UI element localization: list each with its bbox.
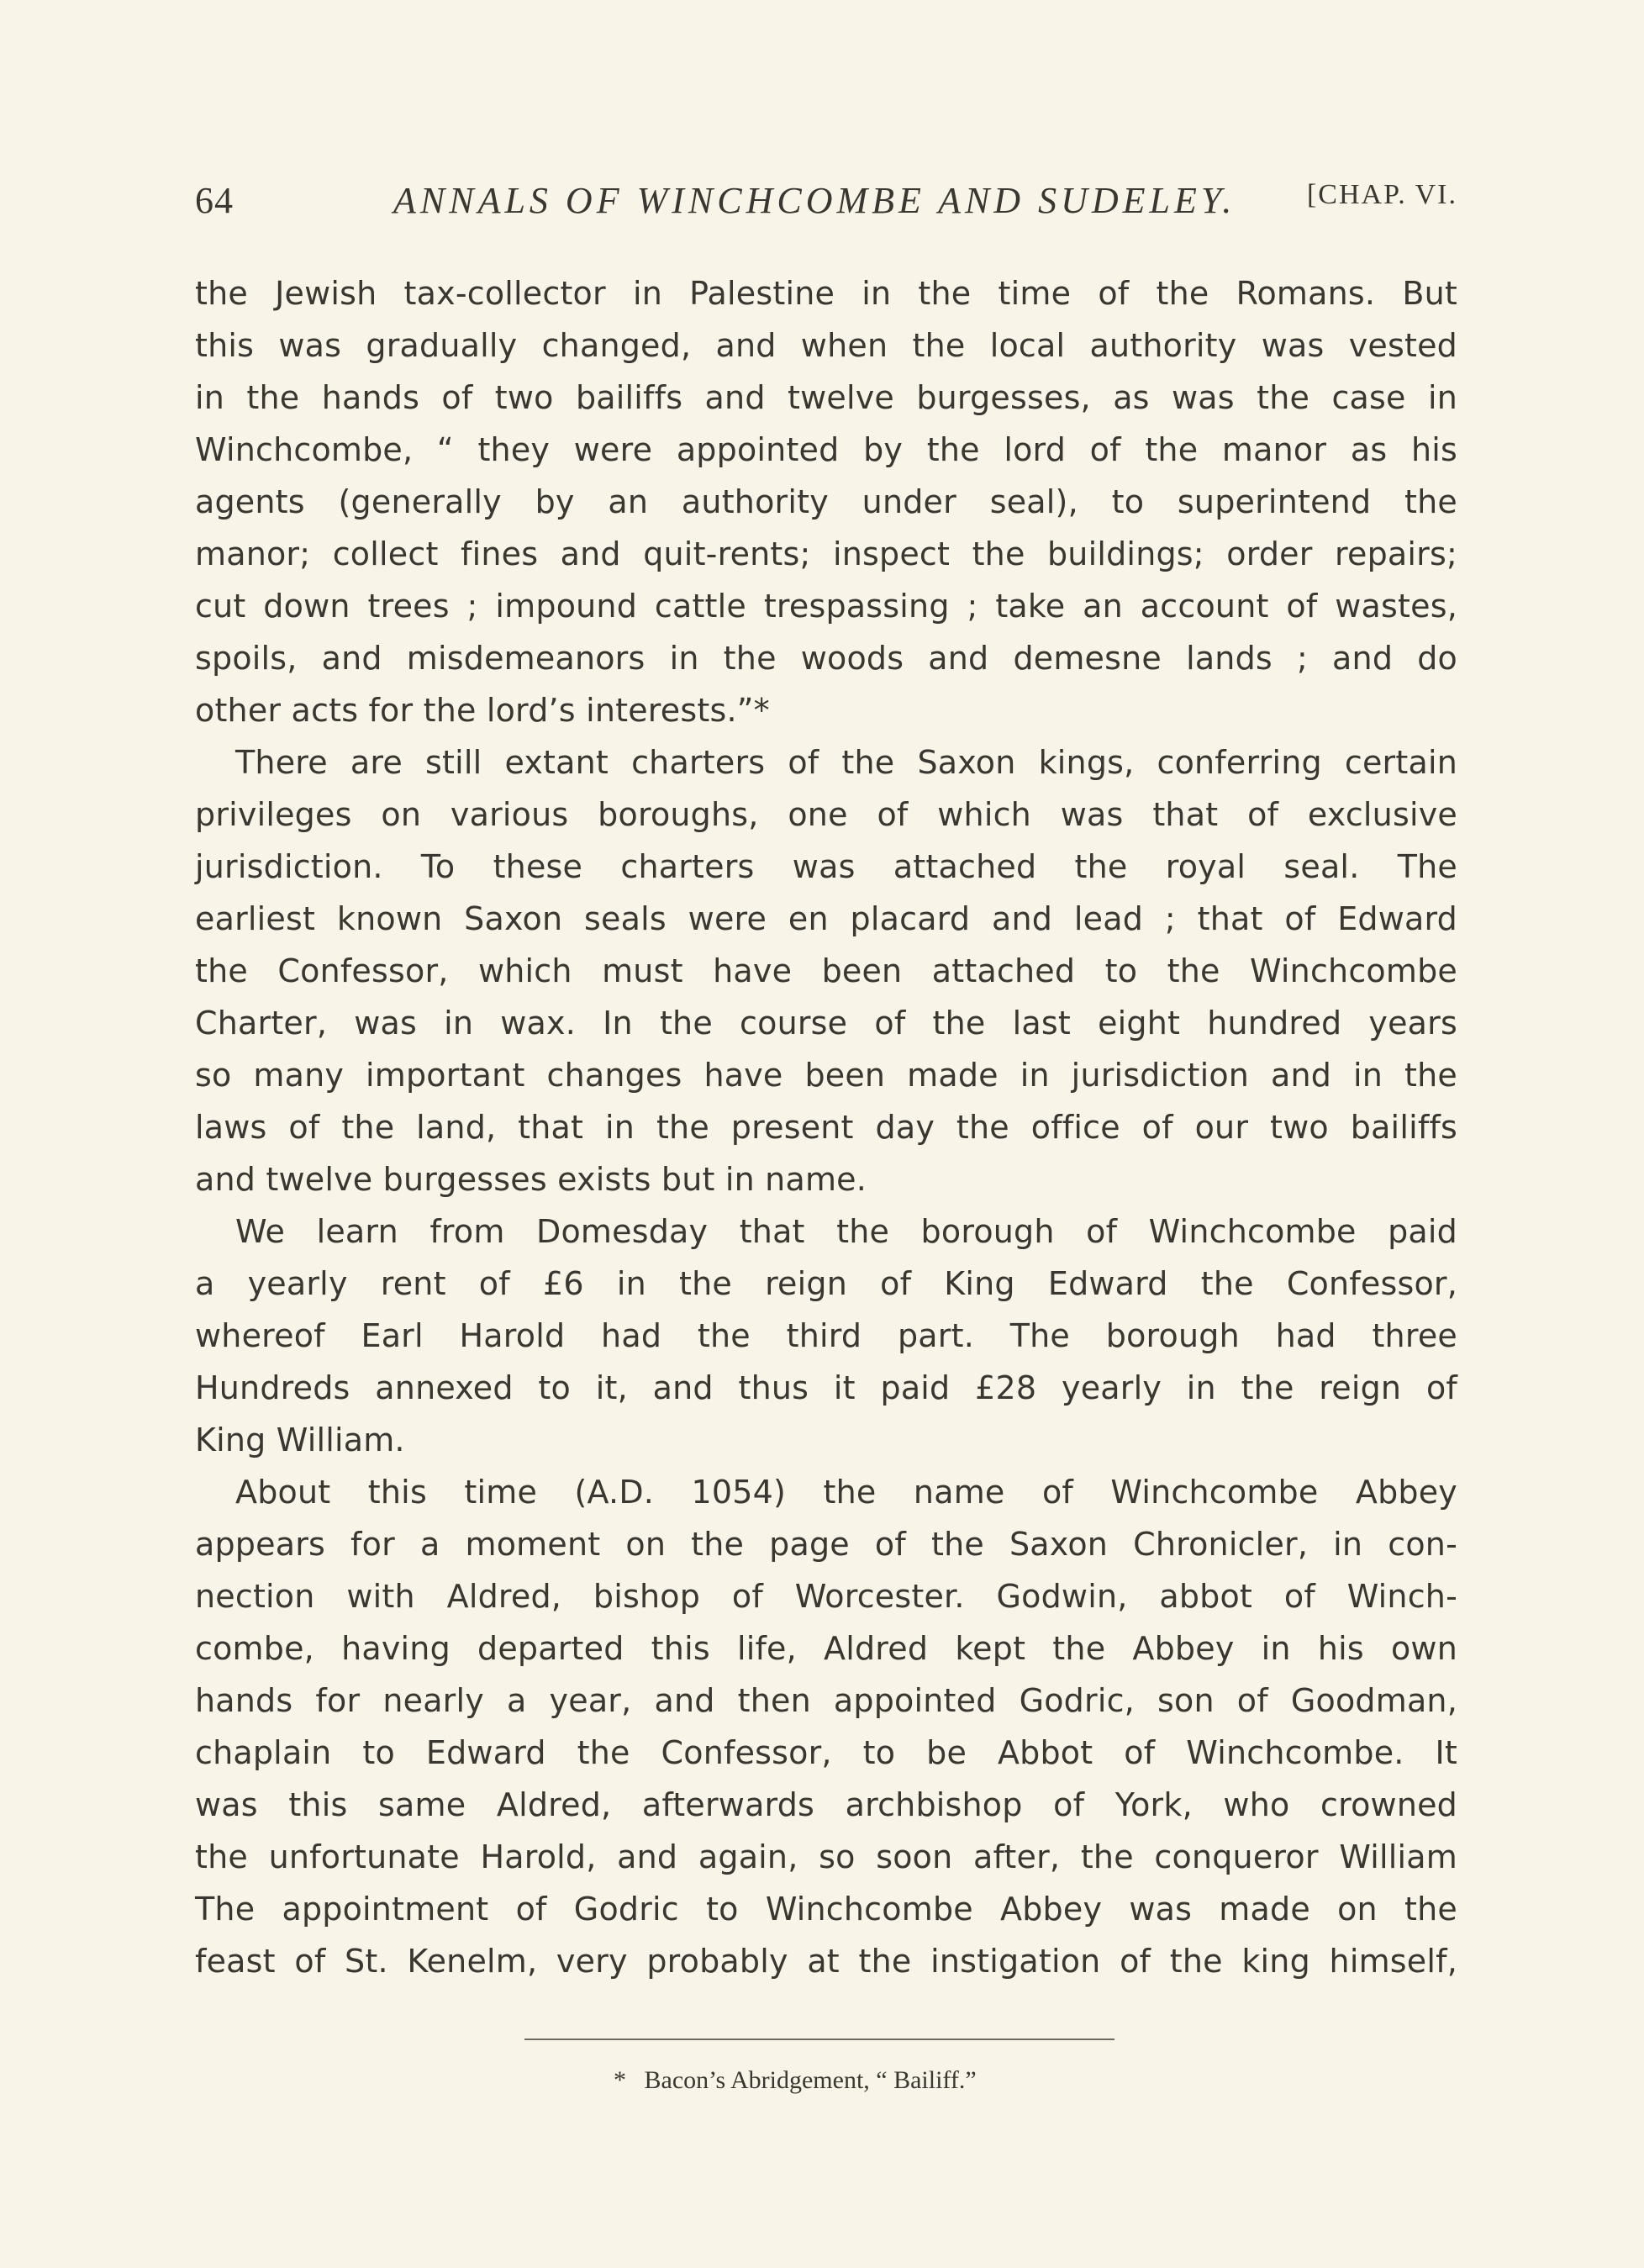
- text-line: jurisdiction. To these charters was attached the royal seal. The: [195, 848, 1457, 885]
- text-line: the Jewish tax-collector in Palestine in the time of the Romans. But: [195, 275, 1457, 312]
- text-line: cut down trees ; impound cattle trespassing ; take an account of wastes,: [195, 588, 1457, 625]
- text-line: the unfortunate Harold, and again, so soon after, the conqueror William: [195, 1838, 1457, 1875]
- text-line: privileges on various boroughs, one of which was that of exclusive: [195, 796, 1457, 833]
- footnote-text: Bacon’s Abridgement, “ Bailiff.”: [644, 2066, 977, 2094]
- text-line: combe, having departed this life, Aldred kept the Abbey in his own: [195, 1630, 1457, 1667]
- text-line: earliest known Saxon seals were en placard and lead ; that of Edward: [195, 900, 1457, 937]
- chapter-label: [CHAP. VI.: [1306, 179, 1457, 210]
- paragraph-last-line: other acts for the lord’s interests.”*: [195, 692, 770, 729]
- text-line: agents (generally by an authority under seal), to superintend the: [195, 483, 1457, 520]
- running-title: ANNALS OF WINCHCOMBE AND SUDELEY.: [393, 180, 1236, 221]
- text-line: Hundreds annexed to it, and thus it paid £28 yearly in the reign of: [195, 1369, 1457, 1406]
- page-number: 64: [195, 180, 234, 221]
- text-line: manor; collect fines and quit-rents; inspect the buildings; order repairs;: [195, 535, 1457, 572]
- text-line: laws of the land, that in the present day the office of our two bailiffs: [195, 1109, 1457, 1146]
- footnote-mark: *: [614, 2066, 626, 2094]
- text-line: whereof Earl Harold had the third part. The borough had three: [195, 1317, 1457, 1354]
- text-line: Charter, was in wax. In the course of the last eight hundred years: [195, 1005, 1457, 1042]
- text-line: hands for nearly a year, and then appointed Godric, son of Goodman,: [195, 1682, 1457, 1719]
- text-line: appears for a moment on the page of the Saxon Chronicler, in con-: [195, 1526, 1457, 1563]
- paragraph-last-line: King William.: [195, 1421, 405, 1458]
- paragraph-last-line: and twelve burgesses exists but in name.: [195, 1161, 867, 1198]
- text-line: feast of St. Kenelm, very probably at the instigation of the king himself,: [195, 1943, 1457, 1980]
- paragraph-first-line: There are still extant charters of the Saxon kings, conferring certain: [235, 744, 1457, 781]
- text-line: in the hands of two bailiffs and twelve burgesses, as was the case in: [195, 379, 1457, 416]
- paragraph-first-line: We learn from Domesday that the borough of Winchcombe paid: [235, 1213, 1457, 1250]
- text-line: The appointment of Godric to Winchcombe Abbey was made on the: [195, 1891, 1457, 1928]
- text-line: so many important changes have been made in jurisdiction and in the: [195, 1057, 1457, 1094]
- text-line: nection with Aldred, bishop of Worcester. Godwin, abbot of Winch-: [195, 1578, 1457, 1615]
- body-text: [195, 267, 1457, 1987]
- text-line: a yearly rent of £6 in the reign of King Edward the Confessor,: [195, 1265, 1457, 1302]
- text-line: the Confessor, which must have been attached to the Winchcombe: [195, 952, 1457, 989]
- page-header: [195, 172, 1457, 231]
- footnote-divider: [524, 2039, 1114, 2040]
- paragraph-first-line: About this time (A.D. 1054) the name of Winchcombe Abbey: [235, 1474, 1457, 1511]
- text-line: this was gradually changed, and when the local authority was vested: [195, 327, 1457, 364]
- text-line: spoils, and misdemeanors in the woods and demesne lands ; and do: [195, 640, 1457, 677]
- text-line: Winchcombe, “ they were appointed by the lord of the manor as his: [195, 431, 1457, 468]
- text-line: chaplain to Edward the Confessor, to be Abbot of Winchcombe. It: [195, 1734, 1457, 1771]
- footnote: [614, 2066, 977, 2095]
- text-line: was this same Aldred, afterwards archbishop of York, who crowned: [195, 1786, 1457, 1823]
